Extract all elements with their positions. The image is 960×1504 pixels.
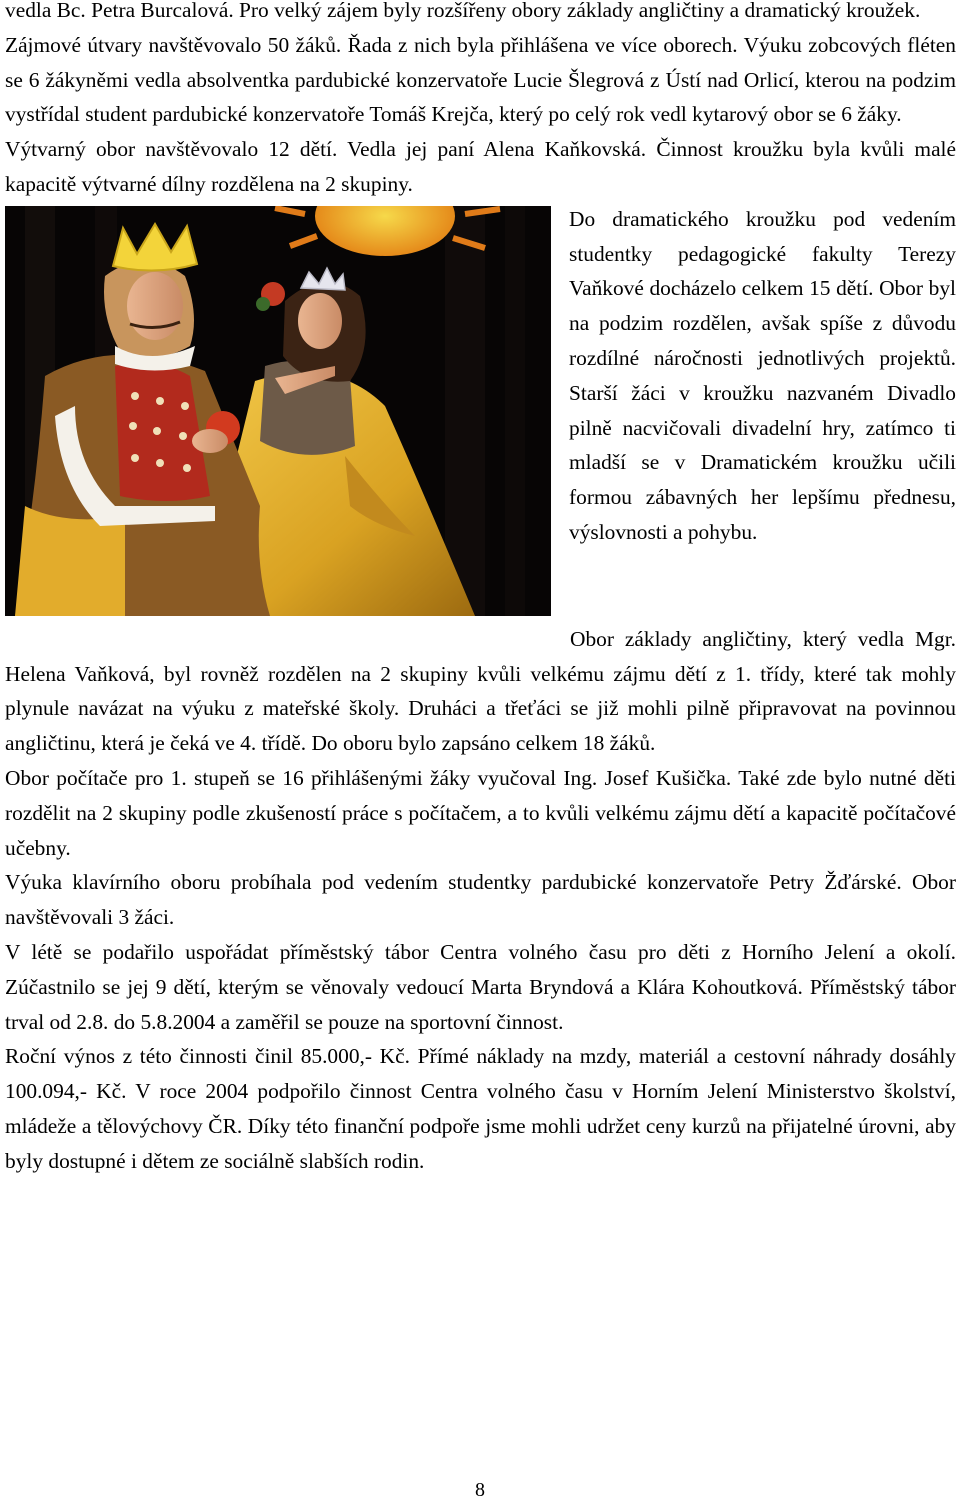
paragraph-8: V létě se podařilo uspořádat příměstský tábor Centra volného času pro děti z Horního Jelení a okolí. Zúčastnilo se jej 9 dětí, kterým se věnovaly vedoucí Marta Bryndová a Klára Kohoutková. Příměstský tábor trval od 2.8. do 5.8.2004 a zaměřil se pouze na sportovní činnost. [5,939,956,1034]
photo-illustration [5,206,551,616]
paragraph-4: Do dramatického kroužku pod vedením studentky pedagogické fakulty Terezy Vaňkové docházelo celkem 15 dětí. Obor byl na podzim rozdělen, avšak spíše z důvodu rozdílné náročnosti jednotlivých projektů. Starší žáci v kroužku nazvaném Divadlo pilně nacvičovali divadelní hry, zatímco ti mladší se v Dramatickém kroužku učili formou zábavných her lepšímu přednesu, výslovnosti a pohybu. [569,206,956,544]
paragraph-3: Výtvarný obor navštěvovalo 12 dětí. Vedla jej paní Alena Kaňkovská. Činnost kroužku byla kvůli malé kapacitě výtvarné dílny rozdělena na 2 skupiny. [5,137,956,196]
paragraph-9: Roční výnos z této činnosti činil 85.000,- Kč. Přímé náklady na mzdy, materiál a cestovní náhrady dosáhly 100.094,- Kč. V roce 2004 podpořilo činnost Centra volného času v Horním Jelení Ministerstvo školství, mládeže a tělovýchovy ČR. Díky této finanční podpoře jsme mohli udržet ceny kurzů na přijatelné úrovni, aby byly dostupné i dětem ze sociálně slabších rodin. [5,1044,956,1173]
paragraph-5: Obor základy angličtiny, který vedla Mgr. Helena Vaňková, byl rovněž rozdělen na 2 skupiny kvůli velkému zájmu dětí z 1. třídy, které tak mohly plynule navázat na výuku z mateřské školy. Druháci a třeťáci se již mohli pilně připravovat na povinnou angličtinu, která je čeká ve 4. třídě. Do oboru bylo zapsáno celkem 18 žáků. [5,626,956,756]
paragraph-2: Zájmové útvary navštěvovalo 50 žáků. Řada z nich byla přihlášena ve více oborech. Výuku zobcových fléten se 6 žákyněmi vedla absolventka pardubické konzervatoře Lucie Šlegrová z Ústí nad Orlicí, kterou na podzim vystřídal student pardubické konzervatoře Tomáš Krejča, který po celý rok vedl kytarový obor se 6 žáky. [5,32,956,127]
document-page [5,0,956,1179]
theater-performance-photo [5,206,551,616]
paragraph-1: vedla Bc. Petra Burcalová. Pro velký zájem byly rozšířeny obory základy angličtiny a dramatický kroužek. [5,0,921,22]
page-number: 8 [475,1479,485,1501]
paragraph-6: Obor počítače pro 1. stupeň se 16 přihlášenými žáky vyučoval Ing. Josef Kušička. Také zde bylo nutné děti rozdělit na 2 skupiny podle zkušeností práce s počítačem, a to kvůli velkému zájmu dětí a kapacitě počítačové učebny. [5,765,956,860]
paragraph-7: Výuka klavírního oboru probíhala pod vedením studentky pardubické konzervatoře Petry Žďárské. Obor navštěvovali 3 žáci. [5,870,956,930]
